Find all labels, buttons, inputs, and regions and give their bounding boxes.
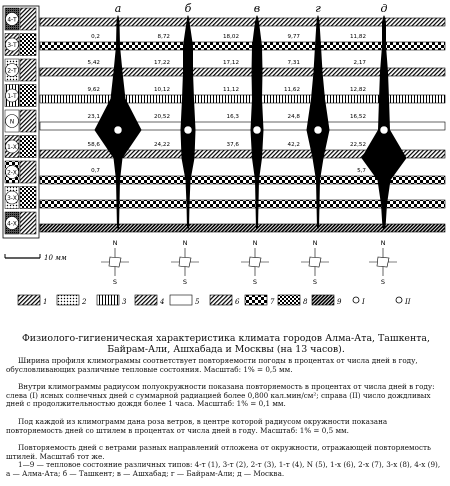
rose-south-label: S	[312, 278, 318, 286]
scale-pattern-9	[20, 212, 36, 234]
percent-label: 24,8	[287, 114, 300, 120]
percent-label: 11,82	[349, 34, 366, 40]
percent-label: 0,7	[91, 168, 100, 174]
legend-swatch-8	[278, 295, 300, 305]
percent-label: 24,22	[153, 142, 170, 148]
rose-south-label: S	[182, 278, 188, 286]
percent-label: 17,22	[153, 60, 170, 66]
caption-p2: Внутри климограммы радиусом полуокружности показана повторяемость в процентах от числа дней в году: слева (I) ясных солнечных дней с суммарной радиацией более 0,800 кал.мин/см²; справа (II) число дождливых дней с продолжительностью дождя более 1 часа. Масштаб: 1% = 0,1 мм.	[6, 382, 435, 409]
legend-label-5: 5	[195, 298, 200, 306]
climagram-shape-в	[251, 16, 263, 228]
rose-shape	[109, 257, 121, 267]
legend-label-2: 2	[82, 298, 87, 306]
rose-north-label: N	[112, 239, 118, 247]
legend-label-6: 6	[235, 298, 240, 306]
caption-p4: Повторяемость дней с ветрами разных направлений отложена от окружности, отражающей повторяемость штилей. Масштаб тот же.	[6, 443, 431, 461]
percent-label: 58,6	[87, 142, 100, 148]
legend-swatch-3	[97, 295, 119, 305]
column-label-в: в	[253, 2, 261, 15]
percent-label: 17,12	[222, 60, 239, 66]
legend-label-II: II	[405, 298, 411, 306]
scale-label-9: 4-Х	[7, 221, 17, 228]
scale-label-4: 1-Т	[7, 94, 17, 100]
rose-shape	[179, 257, 191, 267]
scale-pattern-5	[20, 110, 36, 132]
percent-label: 5,42	[87, 60, 100, 66]
percent-label: 12,82	[349, 87, 366, 93]
percent-label: 9,77	[287, 34, 300, 40]
sun-rain-circle-б	[184, 126, 192, 134]
sun-rain-circle-г	[314, 126, 322, 134]
rose-shape	[249, 257, 261, 267]
percent-label: 22,52	[349, 142, 366, 148]
scale-label-1: 4-Т	[7, 17, 17, 24]
percent-label: 20,52	[153, 114, 170, 120]
wind-roses	[101, 239, 397, 286]
column-label-б: б	[184, 2, 192, 15]
rose-south-label: S	[380, 278, 386, 286]
legend-symbol-I	[353, 297, 359, 303]
legend-label-1: 1	[43, 298, 48, 306]
scale-pattern-7	[20, 161, 36, 183]
scale-pattern-4	[20, 85, 36, 107]
column-label-а: а	[114, 2, 122, 15]
rose-south-label: S	[112, 278, 118, 286]
scale-label-7: 2-Х	[7, 170, 17, 177]
caption-p3: Под каждой из климограмм дана роза ветров, в центре которой радиусом окружности показана повторяемость дней со штилем в процентах от числа дней в году. Масштаб: 1% = 0,5 мм.	[6, 417, 388, 435]
percent-label: 7,31	[287, 60, 300, 66]
legend-label-3: 3	[122, 298, 127, 306]
legend-symbol-II	[396, 297, 402, 303]
percent-label: 16,52	[349, 114, 366, 120]
legend-swatch-2	[57, 295, 79, 305]
sun-rain-circle-д	[380, 126, 388, 134]
scale-pattern-3	[20, 59, 36, 81]
scale-label-2: 3-Т	[7, 43, 17, 49]
rose-shape	[309, 257, 321, 267]
rose-north-label: N	[312, 239, 318, 247]
caption-p5: 1—9 — тепловое состояние различных типов: 4-т (1), 3-т (2), 2-т (3), 1-т (4), N (5), 1-х (6), 2-х (7), 3-х (8), 4-х (9), а — Алма-Ата; б — Ташкент; в — Ашхабад; г — Байрам-Али; д — Москва.	[6, 460, 441, 478]
column-labels	[115, 2, 388, 15]
scale-pattern-6	[20, 136, 36, 158]
scale-pattern-2	[20, 34, 36, 56]
legend-label-9: 9	[337, 298, 342, 306]
percent-label: 2,17	[353, 60, 366, 66]
percent-label: 37,6	[226, 142, 239, 148]
legend-label-7: 7	[270, 298, 275, 306]
percent-label: 11,12	[222, 87, 239, 93]
scale-label-8: 3-Х	[7, 196, 17, 202]
climagram-shape-б	[181, 16, 195, 228]
legend-swatch-7	[245, 295, 267, 305]
legend-label-4: 4	[160, 298, 165, 306]
rose-shape	[377, 257, 389, 267]
sun-rain-circle-а	[114, 126, 122, 134]
column-label-г: г	[315, 2, 321, 15]
percent-label: 0,2	[91, 34, 100, 40]
legend-swatch-6	[210, 295, 232, 305]
legend-swatch-9	[312, 295, 334, 305]
legend-label-8: 8	[303, 298, 308, 306]
scale-pattern-8	[20, 187, 36, 209]
rose-north-label: N	[182, 239, 188, 247]
legend-swatch-5	[170, 295, 192, 305]
sun-rain-circle-в	[253, 126, 261, 134]
legend-swatch-4	[135, 295, 157, 305]
legend-label-I: I	[362, 298, 365, 306]
legend-swatch-1	[18, 295, 40, 305]
percent-label: 5,7	[357, 168, 366, 174]
percent-label: 42,2	[287, 142, 300, 148]
scale-text: 10 мм	[44, 254, 67, 262]
scale-label-5: N	[9, 119, 15, 126]
percent-label: 9,62	[87, 87, 100, 93]
percent-label: 10,12	[153, 87, 170, 93]
rose-north-label: N	[252, 239, 258, 247]
rose-north-label: N	[380, 239, 386, 247]
figure-title: Физиолого-гигиеническая характеристика климата городов Алма-Ата, Ташкента, Байрам-Али, Ашхабада и Москвы (на 13 часов).	[22, 333, 430, 355]
percent-label: 23,1	[87, 114, 100, 120]
percent-label: 16,3	[226, 114, 239, 120]
caption-p1: Ширина профиля климограммы соответствует повторяемости погоды в процентах от числа дней в году, обусловливающих различные тепловые состояния. Масштаб: 1% = 0,5 мм.	[6, 356, 418, 374]
column-label-д: д	[380, 2, 388, 15]
percent-label: 18,02	[222, 34, 239, 40]
rose-south-label: S	[252, 278, 258, 286]
legend	[18, 295, 411, 306]
scale-label-6: 1-Х	[7, 145, 17, 151]
scale-label-3: 2-Т	[7, 68, 17, 75]
percent-label: 8,72	[157, 34, 170, 40]
scale-pattern-1	[20, 8, 36, 30]
percent-label: 11,62	[283, 87, 300, 93]
